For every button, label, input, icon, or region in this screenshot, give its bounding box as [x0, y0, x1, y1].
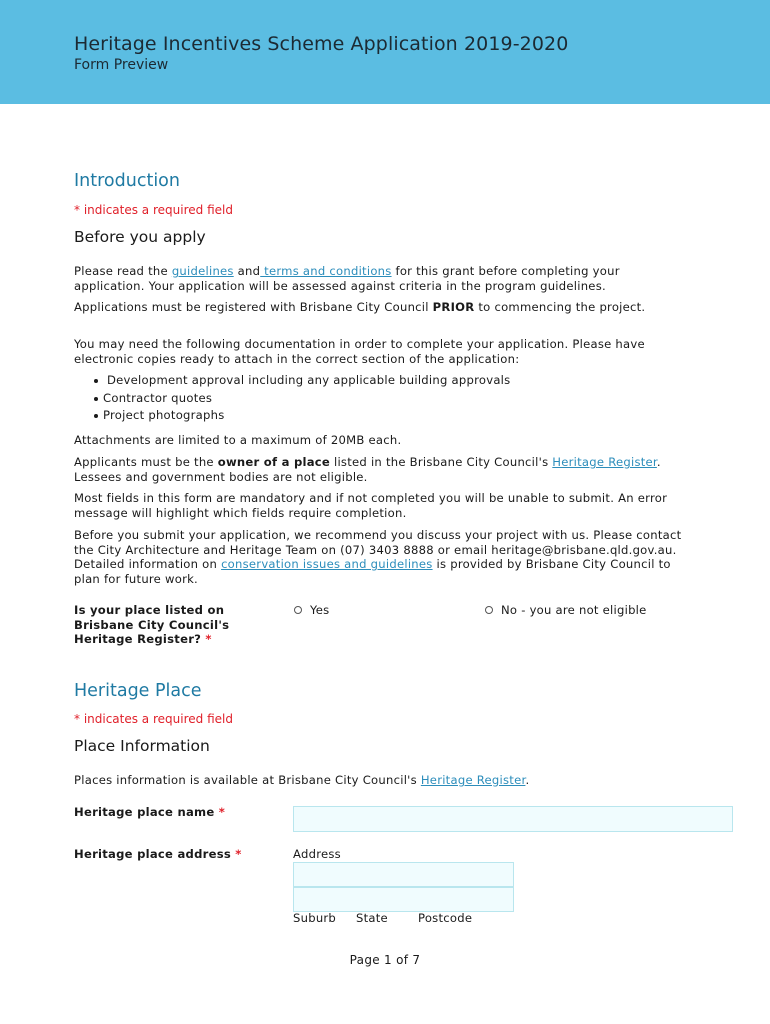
terms-and-conditions-link[interactable]: terms and conditions — [260, 264, 392, 278]
text: Please read the — [74, 264, 172, 278]
radio-button-icon[interactable] — [485, 606, 493, 614]
radio-button-icon[interactable] — [294, 606, 302, 614]
bullet-icon — [94, 397, 98, 401]
paragraph-places-info — [74, 773, 684, 788]
required-field-note: * indicates a required field — [74, 712, 233, 726]
text: Before you submit your application, we recommend you discuss your project with us. Please contact the City Architecture and Heritage Team on (07) 3403 8888 or email heritage@brisbane.qld.gov.au. Detailed information on — [74, 528, 682, 572]
section-title-heritage-place: Heritage Place — [74, 681, 202, 701]
paragraph-attachments: Attachments are limited to a maximum of 20MB each. — [74, 433, 402, 447]
text: for this grant before completing your application. Your application will be assessed against criteria in the program guidelines. — [74, 264, 620, 293]
address-line2-input[interactable] — [293, 887, 514, 912]
radio-option-no[interactable] — [485, 603, 647, 617]
label-text: Heritage place name — [74, 805, 215, 819]
text: . — [525, 773, 530, 787]
paragraph-prior — [74, 300, 684, 315]
bullet-icon — [94, 414, 98, 418]
header-banner — [0, 0, 770, 104]
text: to commencing the project. — [474, 300, 646, 314]
label-text: Heritage place address — [74, 847, 231, 861]
question-text: Is your place listed on Brisbane City Council's Heritage Register? — [74, 603, 230, 647]
emphasis: owner of a place — [217, 455, 331, 469]
emphasis: PRIOR — [432, 300, 475, 314]
address-sublabel: Address — [293, 847, 341, 861]
required-star: * — [214, 805, 226, 819]
documentation-list — [74, 372, 674, 425]
paragraph-mandatory: Most fields in this form are mandatory and if not completed you will be unable to submit. An error message will highlight which fields require completion. — [74, 491, 668, 520]
text: Applications must be registered with Brisbane City Council — [74, 300, 433, 314]
list-item — [74, 407, 674, 425]
postcode-label: Postcode — [418, 911, 473, 925]
text: is provided by Brisbane City Council to plan for future work. — [74, 557, 671, 586]
required-star: * — [231, 847, 242, 861]
form-title: Heritage Incentives Scheme Application 2019-2020 — [74, 33, 569, 55]
paragraph-documentation: You may need the following documentation in order to complete your application. Please have electronic copies ready to attach in the correct section of the application: — [74, 337, 645, 366]
heritage-register-question — [74, 603, 264, 647]
text: . Lessees and government bodies are not eligible. — [74, 455, 661, 484]
required-star: * — [201, 632, 212, 647]
required-field-note: * indicates a required field — [74, 203, 233, 217]
paragraph-guidelines — [74, 264, 684, 293]
heritage-place-name-label — [74, 805, 264, 820]
state-label: State — [356, 911, 388, 925]
suburb-label: Suburb — [293, 911, 337, 925]
radio-option-yes[interactable] — [294, 603, 329, 617]
list-item — [74, 390, 674, 408]
heritage-place-name-input[interactable] — [293, 806, 733, 832]
list-item — [74, 372, 674, 390]
section-title-introduction: Introduction — [74, 171, 180, 191]
list-item-text: Contractor quotes — [103, 390, 213, 405]
heritage-place-address-label — [74, 847, 264, 862]
paragraph-contact — [74, 528, 684, 586]
list-item-text: Project photographs — [103, 408, 225, 422]
heritage-register-link[interactable]: Heritage Register — [420, 773, 526, 787]
radio-label: Yes — [310, 603, 330, 617]
list-item-text: Development approval including any applicable building approvals — [107, 373, 511, 387]
conservation-guidelines-link[interactable]: conservation issues and guidelines — [221, 557, 433, 572]
bullet-icon — [94, 379, 98, 383]
heritage-register-link[interactable]: Heritage Register — [552, 455, 657, 469]
page-number: Page 1 of 7 — [349, 953, 421, 967]
form-subtitle: Form Preview — [74, 57, 169, 73]
subsection-title-place-information: Place Information — [74, 737, 210, 755]
subsection-title-before-you-apply: Before you apply — [74, 228, 206, 246]
text: Applicants must be the — [74, 455, 218, 469]
text: and — [233, 264, 261, 278]
text: listed in the Brisbane City Council's — [330, 455, 553, 469]
radio-label: No - you are not eligible — [501, 603, 647, 617]
guidelines-link[interactable]: guidelines — [171, 264, 234, 278]
address-line1-input[interactable] — [293, 862, 514, 887]
text: Places information is available at Brisbane City Council's — [74, 773, 421, 787]
paragraph-owner — [74, 455, 684, 484]
